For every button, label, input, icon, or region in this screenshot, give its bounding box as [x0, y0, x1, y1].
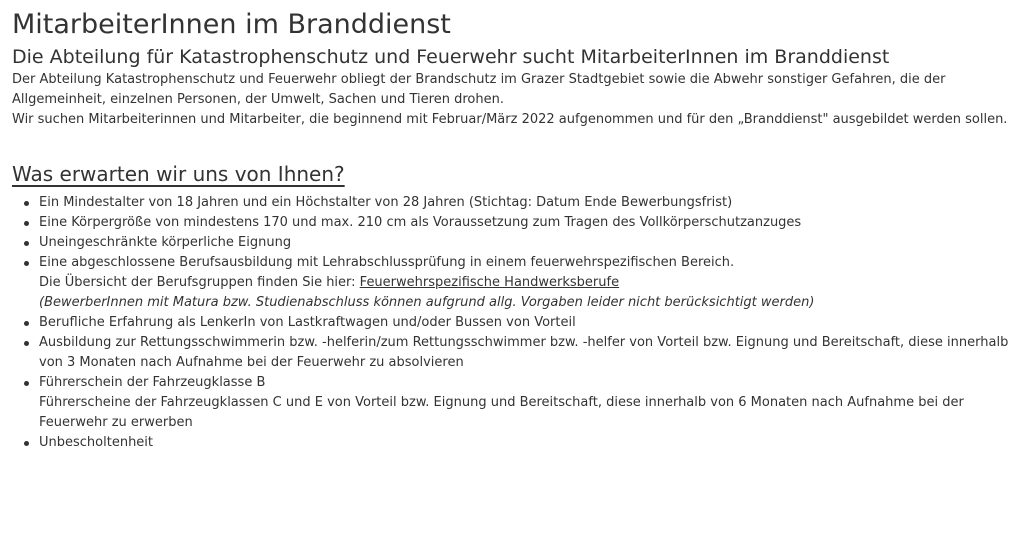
- bullet-icon: [24, 321, 29, 326]
- requirement-note: (BewerberInnen mit Matura bzw. Studienabschluss können aufgrund allg. Vorgaben leider nicht berücksichtigt werden): [39, 295, 815, 310]
- bullet-icon: [24, 221, 29, 226]
- requirement-text: Führerscheine der Fahrzeugklassen C und E von Vorteil bzw. Eignung und Bereitschaft, diese innerhalb von 6 Monaten nach Aufnahme bei der Feuerwehr zu erwerben: [39, 395, 964, 430]
- list-item: [39, 193, 1012, 213]
- requirement-text: Eine abgeschlossene Berufsausbildung mit Lehrabschlussprüfung in einem feuerwehrspezifischen Bereich.: [39, 255, 735, 270]
- list-item: [39, 313, 1012, 333]
- bullet-icon: [24, 341, 29, 346]
- handwerksberufe-link[interactable]: Feuerwehrspezifische Handwerksberufe: [359, 275, 620, 290]
- intro-paragraph: Der Abteilung Katastrophenschutz und Feuerwehr obliegt der Brandschutz im Grazer Stadtgebiet sowie die Abwehr sonstiger Gefahren, die der Allgemeinheit, einzelnen Personen, der Umwelt, Sachen und Tieren drohen.: [12, 72, 946, 107]
- bullet-icon: [24, 261, 29, 266]
- requirement-text: Ein Mindestalter von 18 Jahren und ein Höchstalter von 28 Jahren (Stichtag: Datum Ende Bewerbungsfrist): [39, 195, 733, 210]
- list-item: [39, 333, 1012, 373]
- requirement-text: Ausbildung zur Rettungsschwimmerin bzw. -helferin/zum Rettungsschwimmer bzw. -helfer von Vorteil bzw. Eignung und Bereitschaft, diese innerhalb von 3 Monaten nach Aufnahme bei der Feuerwehr zu absolvieren: [39, 335, 1009, 370]
- bullet-icon: [24, 441, 29, 446]
- list-item: [39, 253, 1012, 313]
- requirement-text: Unbescholtenheit: [39, 435, 154, 450]
- requirements-list: [12, 193, 1012, 453]
- requirement-text: Eine Körpergröße von mindestens 170 und max. 210 cm als Voraussetzung zum Tragen des Vollkörperschutzanzuges: [39, 215, 802, 230]
- list-item: [39, 373, 1012, 433]
- requirement-text: Führerschein der Fahrzeugklasse B: [39, 375, 266, 390]
- bullet-icon: [24, 201, 29, 206]
- page-subtitle: Die Abteilung für Katastrophenschutz und Feuerwehr sucht MitarbeiterInnen im Branddienst: [12, 46, 890, 68]
- list-item: [39, 213, 1012, 233]
- requirement-text: Berufliche Erfahrung als LenkerIn von Lastkraftwagen und/oder Bussen von Vorteil: [39, 315, 576, 330]
- requirement-link-line: [39, 273, 1012, 293]
- requirement-text: Uneingeschränkte körperliche Eignung: [39, 235, 292, 250]
- requirements-heading: Was erwarten wir uns von Ihnen?: [12, 162, 345, 186]
- bullet-icon: [24, 241, 29, 246]
- bullet-icon: [24, 381, 29, 386]
- link-prefix-text: Die Übersicht der Berufsgruppen finden Sie hier:: [39, 275, 360, 290]
- list-item: [39, 233, 1012, 253]
- list-item: [39, 433, 1012, 453]
- page-title: MitarbeiterInnen im Branddienst: [12, 9, 451, 40]
- intro-paragraph: Wir suchen Mitarbeiterinnen und Mitarbeiter, die beginnend mit Februar/März 2022 aufgenommen und für den „Branddienst" ausgebildet werden sollen.: [12, 112, 1008, 127]
